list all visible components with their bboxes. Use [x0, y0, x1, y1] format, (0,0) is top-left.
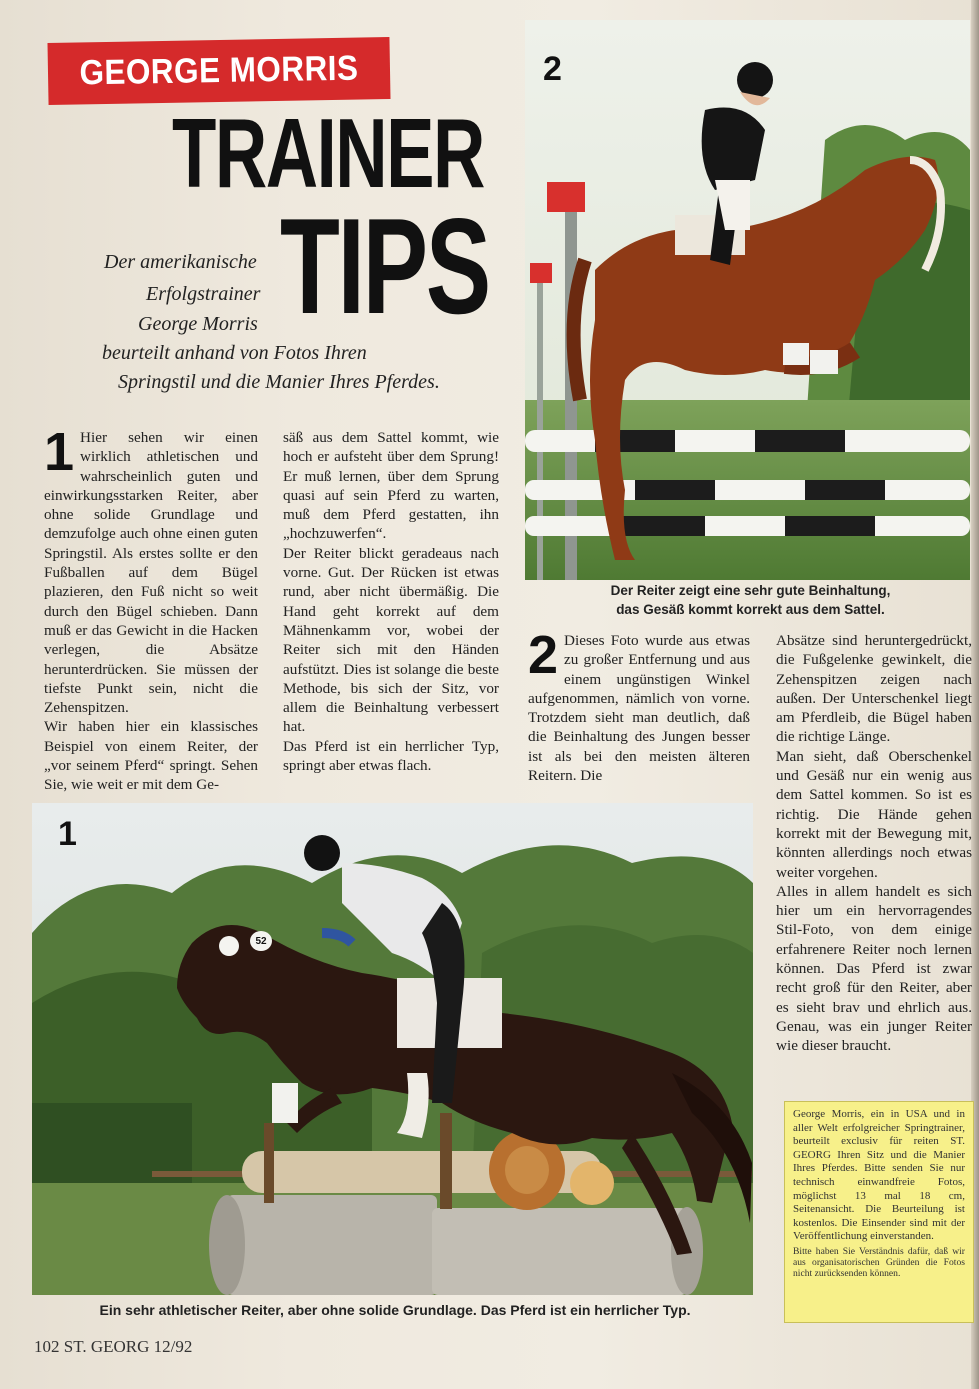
intro-line-1: Der amerikanische [104, 251, 257, 273]
intro-line-2: Erfolgstrainer [146, 283, 261, 305]
info-sidebar [784, 1101, 974, 1323]
headline-trainer: TRAINER [172, 98, 484, 208]
article-column-3 [528, 625, 750, 785]
intro-line-4: beurteilt anhand von Fotos Ihren [102, 342, 367, 364]
headline-tips: TIPS [280, 190, 490, 342]
section2-paragraph-1: Dieses Foto wurde aus etwas zu großer Entfernung und aus einem ungünstigen Winkel aufgenommen, nämlich von vorne. Trotzdem sieht man deutlich, daß die Beinhaltung des Jungen besser ist als bei den meisten älteren Reitern. Die [528, 632, 750, 785]
bib-number [250, 931, 272, 951]
sidebar-note: Bitte haben Sie Verständnis dafür, daß wir aus organisatorischen Gründen die Fotos nicht zurücksenden können. [793, 1245, 965, 1279]
bib-number-text: 52 [255, 935, 267, 947]
photo-2-caption-line-1: Der Reiter zeigt eine sehr gute Beinhaltung, [610, 583, 891, 598]
sidebar-text: George Morris, ein in USA und in aller Welt erfolgreicher Springtrainer, beurteilt exclusiv für reiten ST. GEORG Ihren Sitz und die Manier Ihres Pferdes. Bitte senden Sie nur technisch einwandfreie Fotos, möglichst 13 mal 18 cm, Seitenansicht. Die Beurteilung ist kostenlos. Die Einsender sind mit der Veröffentlichung einverstanden. [793, 1108, 965, 1243]
jump-pole-3 [525, 516, 970, 536]
section1-paragraph-3: säß aus dem Sattel kommt, wie hoch er aufsteht über dem Sprung! Er muß lernen, über dem Sprung quasi auf sein Pferd zu warten, muß dem Pferd gestatten, ihn „hochzuwerfen“. [283, 429, 499, 543]
dropcap-2: 2 [528, 625, 559, 685]
section2-paragraph-4: Alles in allem handelt es sich hier um ein hervorragendes Stil-Foto, von dem einige erfahrenere Reiter noch lernen können. Das Pferd ist zwar recht groß für den Reiter, aber es sieht brav und ehrlich aus. Genau, was ein junger Reiter wie dieser braucht. [776, 882, 972, 1055]
article-column-4 [776, 631, 972, 1056]
intro-line-3: George Morris [138, 313, 258, 335]
author-label-text: GEORGE MORRIS [79, 48, 359, 93]
section2-paragraph-3: Man sieht, daß Oberschenkel und Gesäß nur ein wenig aus dem Sattel kommen. So ist es richtig. Die Hände gehen korrekt mit der Bewegung mit, könnten allerdings noch etwas weiter vorgehen. [776, 747, 972, 881]
dropcap-1: 1 [44, 422, 75, 482]
photo-1 [32, 803, 753, 1295]
article-column-2 [283, 428, 499, 775]
photo-2 [525, 20, 970, 580]
page-footer: 102 ST. GEORG 12/92 [34, 1337, 193, 1356]
section1-paragraph-1: Hier sehen wir einen wirklich athletischen und wahrscheinlich guten und einwirkungsstarken Reiter, aber ohne solide Grundlage und demzufolge auch ohne einen guten Springstil. Als erstes sollte er den Fußballen auf dem Bügel plazieren, den Fuß nicht so weit durch den Bügel schieben. Dann muß er das Gewicht in die Hacken verlegen, die Absätze herunterdrücken. Sie müssen der tiefste Punkt sein, nicht die Zehenspitzen. [44, 429, 258, 717]
section1-paragraph-2: Wir haben hier ein klassisches Beispiel von einem Reiter, der „vor seinem Pferd“ springt. Sehen Sie, wie weit er mit dem Ge- [44, 718, 258, 794]
photo-1-caption: Ein sehr athletischer Reiter, aber ohne solide Grundlage. Das Pferd ist ein herrlicher Typ. [99, 1302, 691, 1318]
photo-2-number: 2 [543, 50, 562, 88]
concrete-pipes [209, 1195, 703, 1295]
section1-paragraph-4: Der Reiter blickt geradeaus nach vorne. Gut. Der Rücken ist etwas rund, aber nicht übermäßig. Die Hand geht korrekt auf dem Mähnenkamm vor, wobei der Reiter sich mit den Händen aufstützt. Dies ist solange die beste Methode, bis sich der Sitz, vor allem die Beinhaltung verbessert hat. [283, 544, 499, 736]
jump-pole-2 [525, 480, 970, 500]
article-column-1 [44, 422, 258, 795]
photo-2-caption [528, 581, 973, 619]
intro-line-5: Springstil und die Manier Ihres Pferdes. [118, 371, 440, 393]
section2-paragraph-2: Absätze sind heruntergedrückt, die Fußgelenke gewinkelt, die Zehenspitzen zeigen nach außen. Der Unterschenkel liegt am Pferdleib, die Bügel haben die richtige Länge. [776, 632, 972, 746]
jump-pole-1 [525, 430, 970, 452]
author-label [47, 37, 390, 105]
photo-1-number: 1 [58, 815, 77, 853]
section1-paragraph-5: Das Pferd ist ein herrlicher Typ, springt aber etwas flach. [283, 737, 499, 775]
photo-2-caption-line-2: das Gesäß kommt korrekt aus dem Sattel. [616, 602, 885, 617]
